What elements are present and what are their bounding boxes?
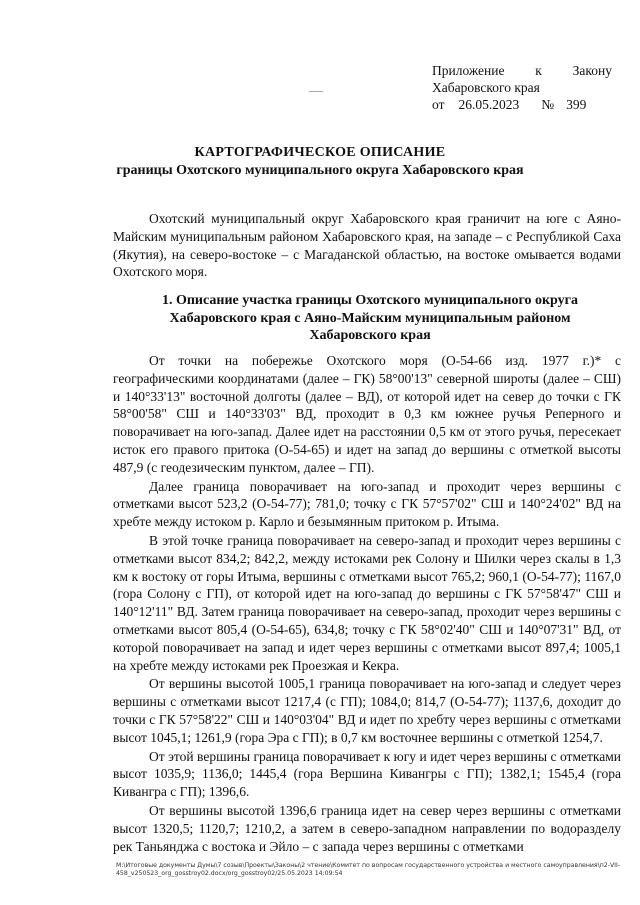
appendix-line-1 <box>432 62 612 79</box>
section-1-paragraph: В этой точке граница поворачивает на северо-запад и проходит через вершины с отметками высот 834,2; 842,2, между истоками рек Солону и Шилки через скалы в 1,3 км к востоку от горы Итыма, вершины с отметками высот 765,2; 960,1 (О-54-77); 1167,0 (гора Солону с ГП), от которой идет на юго-запад до вершины с ГК 57°58'47" СШ и 140°12'11" ВД. Затем граница поворачивает на северо-запад, проходит через вершины с отметками высот 805,4 (О-54-65), 634,8; точку с ГК 58°02'40" СШ и 140°07'31" ВД, от которой поворачивает на запад и идет через вершины с отметками высот 897,4; 1005,1 на хребте между истоками рек Проезжая и Кекра. <box>113 532 621 673</box>
appendix-word-1: Приложение <box>432 63 505 78</box>
section-1-heading: 1. Описание участка границы Охотского муниципального округа Хабаровского края с Аяно-Майским муниципальным районом Хабаровского края <box>161 293 579 343</box>
section-1-paragraph: От точки на побережье Охотского моря (О-54-66 изд. 1977 г.)* с географическими координатами (далее – ГК) 58°00'13" северной широты (далее – СШ) и 140°33'13" восточной долготы (далее – ВД), от которой идет на север до точки с ГК 58°00'58" СШ и 140°33'03" ВД, проходит в 0,3 км южнее ручья Реперного и поворачивает на юго-запад. Далее идет на расстоянии 0,5 км от этого ручья, пересекает исток его правого притока (О-54-65) и идет на запад до вершины с отметкой высоты 487,9 (с геодезическим пунктом, далее – ГП). <box>113 353 621 475</box>
section-1-paragraph: От вершины высотой 1005,1 граница поворачивает на юго-запад и следует через вершины с отметками высот 1217,4 (с ГП); 1084,0; 814,7 (О-54-77); 1137,6, доходит до точки с ГК 57°58'22" СШ и 140°03'04" ВД и идет по хребту через вершины с отметками высот 1045,1; 1261,9 (гора Эра с ГП); в 0,7 км восточнее вершины с отметкой 1254,7. <box>113 676 621 745</box>
section-1-paragraph: Далее граница поворачивает на юго-запад и проходит через вершины с отметками высот 523,2 (О-54-77); 781,0; точку с ГК 57°57'02" СШ и 140°24'02" ВД на хребте между истоком р. Карло и безымянным притоком р. Итыма. <box>113 478 621 530</box>
appendix-ot: от <box>432 97 445 112</box>
scan-mark <box>309 91 323 92</box>
appendix-header <box>432 62 612 113</box>
appendix-word-2: к <box>535 63 542 78</box>
section-1-body <box>113 352 621 856</box>
appendix-number-sign: № <box>541 97 555 112</box>
document-title <box>100 144 540 180</box>
intro-paragraph: Охотский муниципальный округ Хабаровского края граничит на юге с Аяно-Майским муниципальным районом Хабаровского края, на западе – с Республикой Саха (Якутия), на северо-востоке – с Магаданской областью, на востоке омывается водами Охотского моря. <box>113 211 621 280</box>
title-line-2: границы Охотского муниципального округа Хабаровского края <box>116 163 524 178</box>
appendix-line-3 <box>432 96 612 113</box>
section-1-paragraph: От вершины высотой 1396,6 граница идет на север через вершины с отметками высот 1320,5; 1120,7; 1210,2, а затем в северо-западном направлении по водоразделу рек Таньянджа с востока и Эйло – с запада через вершины с отметками <box>113 802 621 854</box>
section-1-paragraph: От этой вершины граница поворачивает к югу и идет через вершины с отметками высот 1035,9; 1136,0; 1445,4 (гора Вершина Кивангры с ГП); 1382,1; 1545,4 (гора Кивангра с ГП); 1396,6. <box>113 748 621 800</box>
appendix-date: 26.05.2023 <box>458 97 520 112</box>
title-line-1: КАРТОГРАФИЧЕСКОЕ ОПИСАНИЕ <box>194 145 446 160</box>
intro-text <box>113 210 621 281</box>
appendix-line-2: Хабаровского края <box>432 80 540 95</box>
appendix-number: 399 <box>566 97 587 112</box>
appendix-word-3: Закону <box>572 63 612 78</box>
file-path-footer: М:\Итоговые документы Думы\7 созыв\Проекты\Законы\2 чтение\Комитет по вопросам государственного устройства и местного самоуправления\п2-VII-458_v250523_org_gosstroy02.docx/org_gosstroy02/25.05.2023 14:09:54 <box>116 862 621 877</box>
